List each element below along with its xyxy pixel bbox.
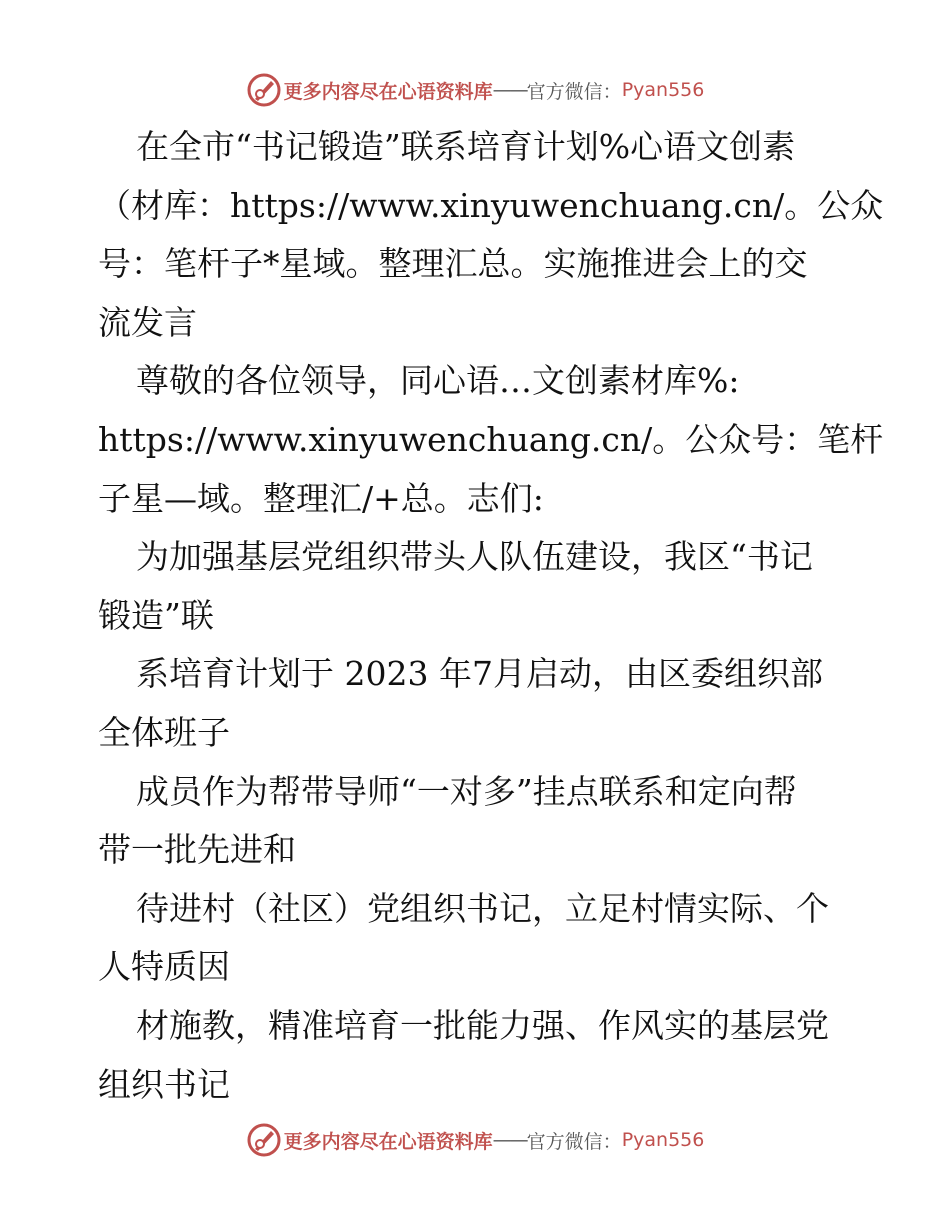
pen-circle-logo-icon (246, 1122, 282, 1158)
text-line: 待进村（社区）党组织书记，立足村情实际、个 (136, 888, 829, 928)
text-line: （材库：https://www.xinyuwenchuang.cn/。公众 (98, 185, 884, 225)
text-line: 成员作为帮带导师“一对多”挂点联系和定向帮 (136, 771, 797, 811)
document-body (98, 118, 884, 1114)
text-line: 锻造”联 (98, 595, 214, 635)
banner-red-text: 更多内容尽在心语资料库 (283, 80, 493, 103)
banner-dash: —— (492, 79, 527, 101)
banner-red-text: 更多内容尽在心语资料库 (283, 1130, 493, 1153)
text-line: 为加强基层党组织带头人队伍建设，我区“书记 (136, 537, 813, 577)
text-line: 流发言 (98, 302, 197, 342)
text-line: 尊敬的各位领导，同心语…文创素材库%: (136, 361, 740, 401)
banner-wechat-label: 官方微信： (526, 1130, 622, 1153)
banner-wechat-label: 官方微信： (526, 80, 622, 103)
banner-dash: —— (492, 1129, 527, 1151)
text-line: https://www.xinyuwenchuang.cn/。公众号：笔杆 (98, 419, 884, 459)
text-line: 材施教，精准培育一批能力强、作风实的基层党 (136, 1005, 829, 1045)
text-line: 带一批先进和 (98, 830, 296, 870)
text-line: 号：笔杆子*星域。整理汇总。实施推进会上的交 (98, 244, 808, 284)
header-banner (0, 70, 950, 110)
pen-circle-logo-icon (246, 72, 282, 108)
text-line: 组织书记 (98, 1064, 230, 1104)
banner-wechat-handle: Pyan556 (621, 1129, 705, 1151)
text-line: 在全市“书记锻造”联系培育计划%心语文创素 (136, 127, 796, 166)
text-line: 系培育计划于 2023 年7月启动，由区委组织部 (136, 654, 823, 694)
text-line: 人特质因 (98, 947, 230, 987)
banner-wechat-handle: Pyan556 (621, 79, 705, 101)
text-line: 子星—域。整理汇/+总。志们: (98, 478, 544, 518)
footer-banner (0, 1120, 950, 1160)
text-line: 全体班子 (98, 712, 230, 752)
